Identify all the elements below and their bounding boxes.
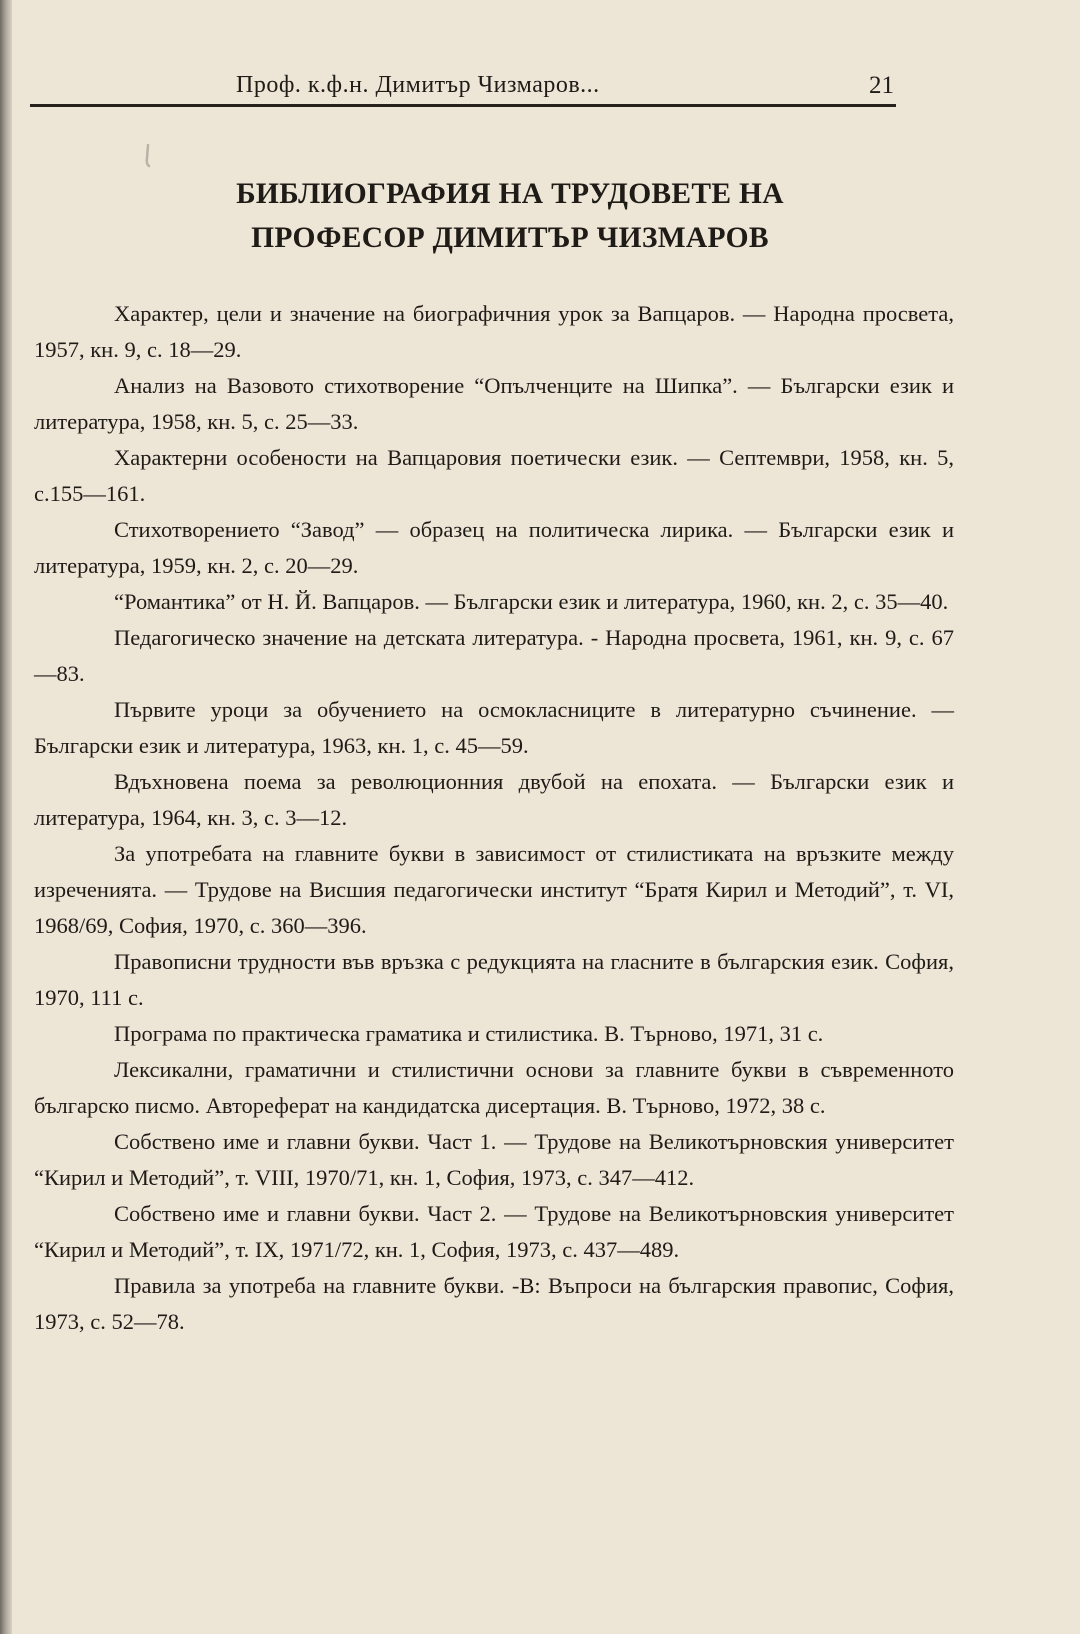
bibliography-entry: Анализ на Вазовото стихотворение “Опълченците на Шипка”. — Български език и литература, 1958, кн. 5, с. 25—33.: [34, 373, 954, 434]
bibliography-entry: “Романтика” от Н. Й. Вапцаров. — Български език и литература, 1960, кн. 2, с. 35—40.: [114, 589, 949, 614]
bibliography-list: [34, 296, 954, 1340]
pencil-check-mark-icon: [143, 144, 153, 168]
bibliography-title: [70, 172, 950, 260]
bibliography-entry: Характер, цели и значение на биографичния урок за Вапцаров. — Народна просвета, 1957, кн. 9, с. 18—29.: [34, 301, 954, 362]
bibliography-entry: Характерни особености на Вапцаровия поетически език. — Септември, 1958, кн. 5, с.155—161.: [34, 445, 954, 506]
bibliography-entry: Правила за употреба на главните букви. -В: Въпроси на българския правопис, София, 1973, с. 52—78.: [34, 1273, 954, 1334]
bibliography-entry: Програма по практическа граматика и стилистика. В. Търново, 1971, 31 с.: [114, 1021, 824, 1046]
header-rule: [30, 104, 896, 107]
page-number: 21: [869, 72, 894, 99]
bibliography-entry: За употребата на главните букви в зависимост от стилистиката на връзките между изреченията. — Трудове на Висшия педагогически институт “Братя Кирил и Методий”, т. VI, 1968/69, София, 1970, с. 360—396.: [34, 841, 954, 938]
book-spine-shadow: [0, 0, 12, 1634]
bibliography-entry: Правописни трудности във връзка с редукцията на гласните в българския език. София, 1970, 111 с.: [34, 949, 954, 1010]
bibliography-entry: Лексикални, граматични и стилистични основи за главните букви в съвременното българско писмо. Автореферат на кандидатска дисертация. В. Търново, 1972, 38 с.: [34, 1057, 954, 1118]
title-line-2: ПРОФЕСОР ДИМИТЪР ЧИЗМАРОВ: [251, 222, 769, 254]
bibliography-entry: Собствено име и главни букви. Част 1. — Трудове на Великотърновския университет “Кирил и Методий”, т. VIII, 1970/71, кн. 1, София, 1973, с. 347—412.: [34, 1129, 954, 1190]
title-line-1: БИБЛИОГРАФИЯ НА ТРУДОВЕТЕ НА: [236, 178, 784, 210]
bibliography-entry: Педагогическо значение на детската литература. - Народна просвета, 1961, кн. 9, с. 67—83.: [34, 625, 954, 686]
running-header-title: Проф. к.ф.н. Димитър Чизмаров...: [236, 72, 600, 98]
running-header: [30, 72, 894, 104]
bibliography-entry: Стихотворението “Завод” — образец на политическа лирика. — Български език и литература, 1959, кн. 2, с. 20—29.: [34, 517, 954, 578]
bibliography-entry: Вдъхновена поема за революционния двубой на епохата. — Български език и литература, 1964, кн. 3, с. 3—12.: [34, 769, 954, 830]
bibliography-entry: Първите уроци за обучението на осмокласниците в литературно съчинение. — Български език и литература, 1963, кн. 1, с. 45—59.: [34, 697, 954, 758]
bibliography-entry: Собствено име и главни букви. Част 2. — Трудове на Великотърновския университет “Кирил и Методий”, т. IX, 1971/72, кн. 1, София, 1973, с. 437—489.: [34, 1201, 954, 1262]
